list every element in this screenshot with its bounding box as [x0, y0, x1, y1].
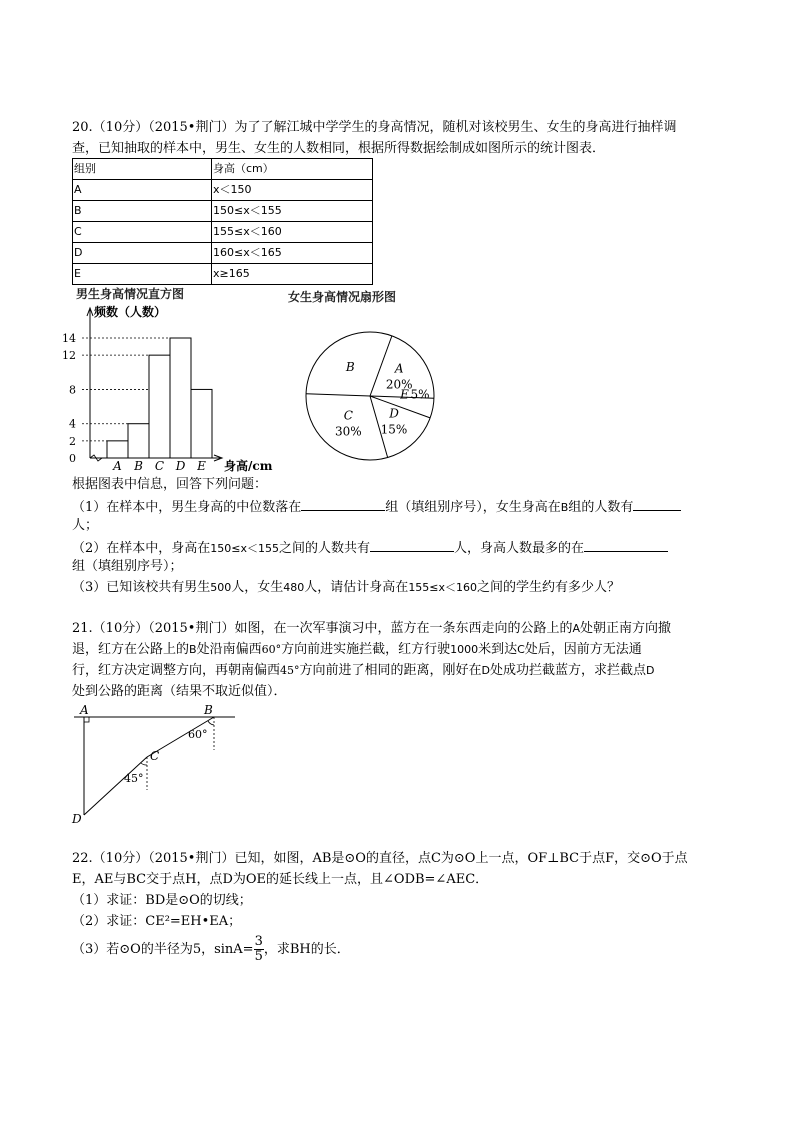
q21-l2f: 1000 — [450, 643, 479, 656]
table-row — [73, 264, 373, 285]
table-cell: x≥165 — [212, 264, 373, 285]
q21-l1c: 处朝正南方向撤 — [580, 621, 672, 636]
table-cell: 150≤x＜155 — [212, 201, 373, 222]
angle-arc-C — [141, 763, 147, 765]
bar-A — [107, 441, 128, 458]
q20-p2b: 150≤x＜155 — [210, 542, 279, 555]
q20-p3e: 人，请估计身高在 — [304, 580, 409, 595]
q20-p3g: 之间的学生约有多少人？ — [477, 580, 621, 595]
q20-p3d: 480 — [283, 581, 305, 594]
pie-value-label: 20% — [385, 377, 413, 392]
answer-blank[interactable] — [633, 498, 681, 511]
table-row — [73, 243, 373, 264]
angle-arc-B — [208, 721, 214, 725]
y-tick-label: 14 — [62, 332, 76, 345]
pie-title: 女生身高情况扇形图 — [288, 290, 397, 304]
q22-p3 — [72, 935, 350, 965]
q20-p3a: （3）已知该校共有男生 — [72, 580, 211, 595]
q21-l2i: 处后，因前方无法通 — [524, 642, 642, 657]
table-row — [73, 201, 373, 222]
x-tick-label: C — [154, 459, 165, 473]
table-cell: 160≤x＜165 — [212, 243, 373, 264]
q20-p2d: 人，身高人数最多的在 — [454, 541, 585, 556]
right-angle-mark — [84, 717, 89, 722]
answer-blank[interactable] — [301, 498, 385, 511]
table-cell: C — [73, 222, 212, 243]
q22-line2: E，AE与BC交于点H，点D为OE的延长线上一点，且∠ODB=∠AEC． — [72, 872, 489, 887]
q21-l2b: B — [189, 643, 197, 656]
q20-p3b: 500 — [210, 581, 232, 594]
q21-l2e: 方向前进实施拦截，红方行驶 — [281, 642, 451, 657]
q21-line3 — [72, 663, 655, 679]
q21-l1a: 21.（10分）（2015•荆门）如图，在一次军事演习中，蓝方在一条东西走向的公路上的 — [72, 621, 573, 636]
bar-C — [149, 355, 170, 458]
q21-l2c: 处沿南偏西 — [196, 642, 262, 657]
q20-p1b: 组（填组别序号），女生身高在 — [385, 500, 561, 515]
table-cell: D — [73, 243, 212, 264]
fraction-numerator: 3 — [254, 934, 263, 949]
q22-line1: 22.（10分）（2015•荆门）已知，如图，AB是⊙O的直径，点C为⊙O上一点，OF⊥BC于点F，交⊙O于点 — [72, 851, 688, 866]
pie-value-label: 30% — [334, 424, 362, 439]
q20-line2: 查，已知抽取的样本中，男生、女生的人数相同，根据所得数据绘制成如图所示的统计图表． — [72, 141, 606, 156]
q21-line4: 处到公路的距离（结果不取近似值）． — [72, 684, 287, 699]
q20-p1a: （1）在样本中，男生身高的中位数落在 — [72, 500, 302, 515]
route-figure — [70, 700, 240, 828]
q20-after: 根据图表中信息，回答下列问题： — [72, 477, 268, 492]
pie-label: E — [400, 387, 409, 402]
label-D: D — [72, 812, 82, 826]
q20-p2c: 之间的人数共有 — [279, 541, 371, 556]
table-header-group: 组别 — [73, 159, 212, 180]
group-table — [72, 158, 373, 285]
table-cell: E — [73, 264, 212, 285]
pie-label: A — [394, 361, 404, 376]
table-header-height: 身高（cm） — [212, 159, 373, 180]
q22-p2: （2）求证：CE²=EH•EA； — [72, 914, 242, 929]
bar-B — [128, 424, 149, 458]
q20-p1d: 组的人数有 — [568, 500, 634, 515]
table-cell: x＜150 — [212, 180, 373, 201]
x-tick-label: D — [175, 459, 186, 473]
q20-p3c: 人，女生 — [231, 580, 284, 595]
q21-l3b: 45° — [280, 664, 300, 677]
q21-l2a: 退，红方在公路上的 — [72, 642, 190, 657]
y-tick-label: 2 — [69, 434, 76, 448]
pie-label: B — [345, 359, 355, 374]
q20-part1 — [72, 498, 681, 516]
q20-p1e: 人； — [72, 518, 99, 533]
label-A: A — [80, 703, 89, 717]
q21-l2g: 米到达 — [478, 642, 518, 657]
q21-l3f: D — [646, 664, 655, 677]
pie-value-label: 5% — [410, 387, 430, 402]
q20-line1: 20.（10分）（2015•荆门）为了了解江城中学学生的身高情况，随机对该校男生、女生的身高进行抽样调 — [72, 120, 677, 135]
table-cell: 155≤x＜160 — [212, 222, 373, 243]
label-B: B — [204, 703, 213, 717]
label-angle-60: 60° — [188, 728, 208, 741]
fraction-denominator: 5 — [254, 949, 263, 964]
q21-l2h: C — [517, 643, 525, 656]
q21-line2 — [72, 642, 642, 658]
q21-l3d: D — [481, 664, 491, 677]
pie-label: C — [343, 408, 353, 423]
histogram-chart — [60, 300, 290, 480]
q22-p3b: ，求BH的长． — [263, 942, 350, 957]
q21-l1b: A — [572, 622, 580, 635]
q22-p1: （1）求证：BD是⊙O的切线； — [72, 893, 252, 908]
pie-value-label: 15% — [380, 422, 408, 437]
answer-blank[interactable] — [370, 539, 454, 552]
q20-p2a: （2）在样本中，身高在 — [72, 541, 211, 556]
q21-l3a: 行，红方决定调整方向，再朝南偏西 — [72, 663, 281, 678]
q20-p3f: 155≤x＜160 — [408, 581, 478, 594]
y-tick-label: 8 — [69, 383, 76, 397]
table-row — [73, 180, 373, 201]
q21-l3c: 方向前进了相同的距离，刚好在 — [299, 663, 482, 678]
bar-D — [170, 338, 191, 458]
q20-part3 — [72, 580, 620, 596]
table-row — [73, 222, 373, 243]
pie-chart — [290, 300, 460, 470]
y-tick-label: 12 — [62, 349, 76, 363]
pie-label: D — [389, 406, 399, 421]
q22-p3a: （3）若⊙O的半径为5，sinA= — [72, 942, 254, 957]
fraction — [254, 935, 264, 964]
q21-line1 — [72, 621, 671, 637]
q20-p2e: 组（填组别序号）； — [72, 559, 183, 574]
x-tick-label: A — [113, 459, 122, 473]
y-axis-label: 频数（人数） — [94, 305, 167, 319]
q20-part2 — [72, 539, 668, 557]
bar-E — [191, 389, 212, 458]
label-C: C — [150, 749, 160, 763]
segment-CD — [84, 757, 147, 815]
x-tick-label: B — [134, 459, 143, 473]
x-axis-label: 身高/cm — [224, 459, 273, 473]
y-tick-label: 0 — [69, 452, 76, 465]
table-cell: A — [73, 180, 212, 201]
table-header-row — [73, 159, 373, 180]
y-tick-label: 4 — [69, 417, 76, 431]
label-angle-45: 45° — [124, 772, 144, 785]
q21-l3e: 处成功拦截蓝方，求拦截点 — [490, 663, 647, 678]
q20-p1c: B — [560, 501, 569, 514]
table-cell: B — [73, 201, 212, 222]
histogram-title: 男生身高情况直方图 — [76, 287, 185, 301]
q21-l2d: 60° — [261, 643, 282, 656]
answer-blank[interactable] — [584, 539, 668, 552]
x-tick-label: E — [197, 459, 206, 473]
